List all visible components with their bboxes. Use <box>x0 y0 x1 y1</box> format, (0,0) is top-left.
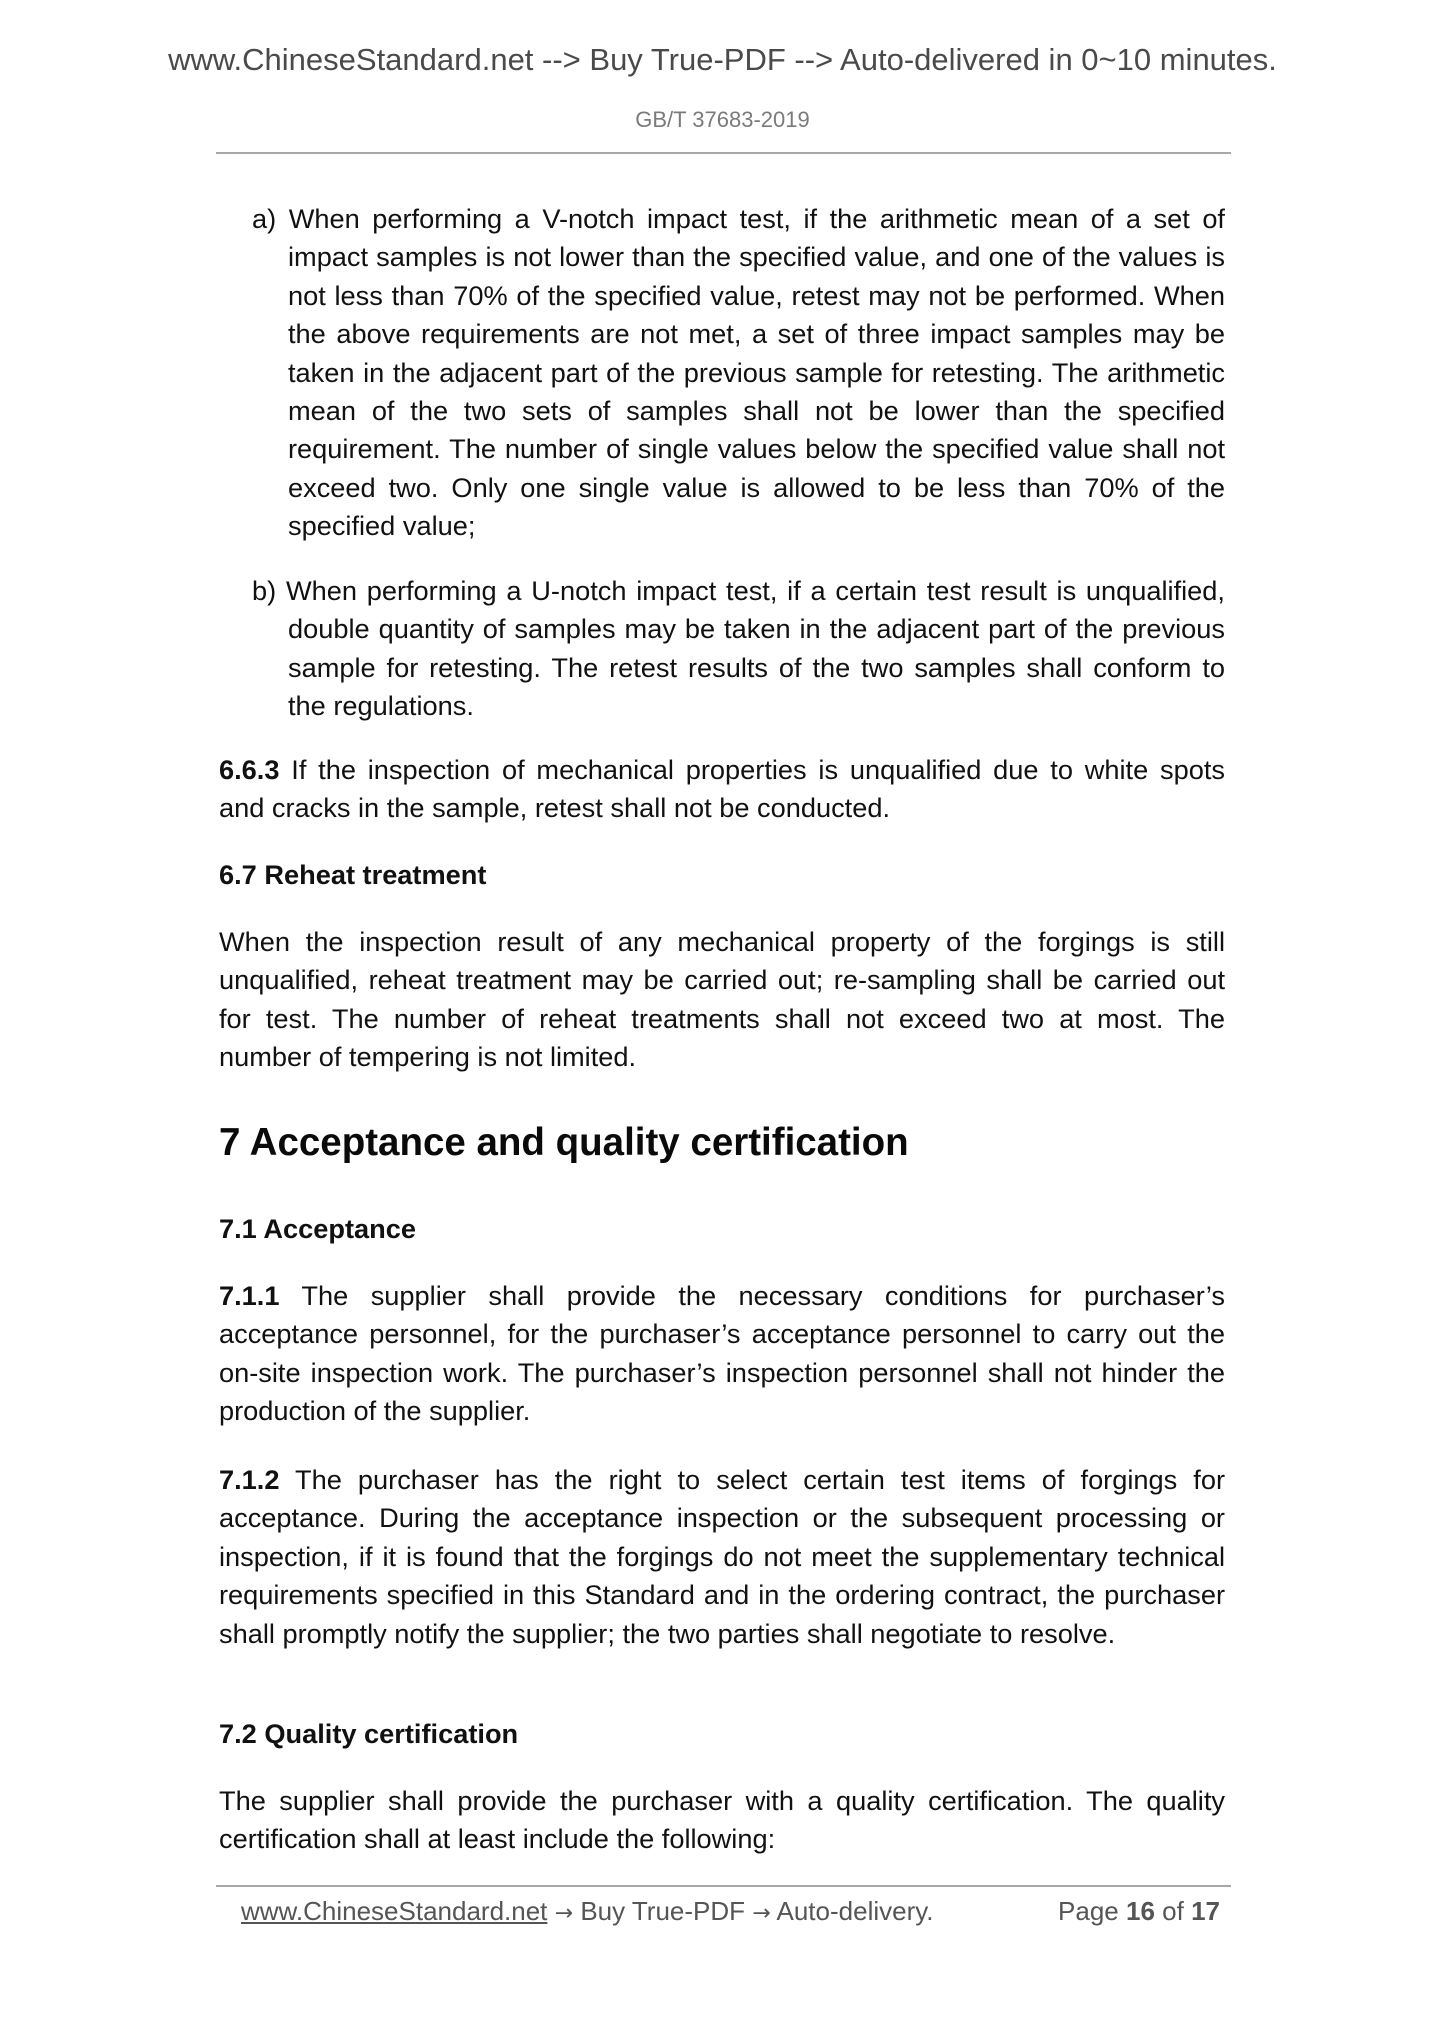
clause-number: 7.1.2 <box>219 1464 280 1495</box>
arrow-right-icon: → <box>554 1901 574 1926</box>
list-item-b <box>252 572 1225 726</box>
section-heading-7-1: 7.1 Acceptance <box>219 1213 416 1244</box>
list-text-b: When performing a U-notch impact test, if a certain test result is unqualified, double quantity of samples may be taken in the adjacent part of the previous sample for retesting. The retest results of the two samples shall conform to the regulations. <box>285 575 1225 722</box>
chapter-heading-7: 7 Acceptance and quality certification <box>219 1121 909 1164</box>
list-text-a: When performing a V-notch impact test, if the arithmetic mean of a set of impact samples is not lower than the specified value, and one of the values is not less than 70% of the specified value, retest may not be performed. When the above requirements are not met, a set of three impact samples may be taken in the adjacent part of the previous sample for retesting. The arithmetic mean of the two sets of samples shall not be lower than the specified requirement. The number of single values below the specified value shall not exceed two. Only one single value is allowed to be less than 70% of the specified value; <box>288 203 1225 542</box>
page-footer <box>241 1896 1231 1929</box>
arrow-right-icon: → <box>752 1901 771 1926</box>
header-banner: www.ChineseStandard.net --> Buy True-PDF --> Auto-delivered in 0~10 minutes. <box>168 42 1277 77</box>
header-divider <box>216 152 1231 154</box>
page-label: Page <box>1058 1896 1119 1926</box>
clause-text: If the inspection of mechanical properties is unqualified due to white spots and cracks in the sample, retest shall not be conducted. <box>219 754 1225 824</box>
clause-number: 6.6.3 <box>219 754 280 785</box>
standard-id: GB/T 37683-2019 <box>635 107 810 132</box>
page-of-label: of <box>1162 1896 1184 1926</box>
page-current: 16 <box>1126 1896 1155 1926</box>
list-marker-a: a) <box>252 203 277 234</box>
clause-text: The purchaser has the right to select certain test items of forgings for acceptance. During the acceptance inspection or the subsequent processing or inspection, if it is found that the forgings do not meet the supplementary technical requirements specified in this Standard and in the ordering contract, the purchaser shall promptly notify the supplier; the two parties shall negotiate to resolve. <box>219 1464 1226 1649</box>
section-6-7-body: When the inspection result of any mechanical property of the forgings is still unqualified, reheat treatment may be carried out; re-sampling shall be carried out for test. The number of reheat treatments shall not exceed two at most. The number of tempering is not limited. <box>219 926 1225 1073</box>
clause-6-6-3 <box>219 751 1225 828</box>
section-7-2-body: The supplier shall provide the purchaser with a quality certification. The quality certification shall at least include the following: <box>219 1785 1225 1855</box>
clause-number: 7.1.1 <box>219 1280 280 1311</box>
page-total: 17 <box>1191 1896 1220 1926</box>
list-item-a <box>252 200 1225 546</box>
section-heading-6-7: 6.7 Reheat treatment <box>219 859 487 890</box>
clause-text: The supplier shall provide the necessary conditions for purchaser’s acceptance personnel, for the purchaser’s acceptance personnel to carry out the on-site inspection work. The purchaser’s inspection personnel shall not hinder the production of the supplier. <box>219 1280 1225 1427</box>
page-indicator <box>1058 1896 1220 1926</box>
clause-7-1-1 <box>219 1277 1225 1431</box>
footer-step-buy: Buy True-PDF <box>580 1896 746 1926</box>
section-heading-7-2: 7.2 Quality certification <box>219 1718 519 1749</box>
footer-divider <box>216 1885 1231 1887</box>
clause-7-1-2 <box>219 1461 1225 1653</box>
footer-step-delivery: Auto-delivery. <box>776 1896 934 1926</box>
list-marker-b: b) <box>252 575 277 606</box>
footer-site-link[interactable]: www.ChineseStandard.net <box>241 1896 548 1926</box>
